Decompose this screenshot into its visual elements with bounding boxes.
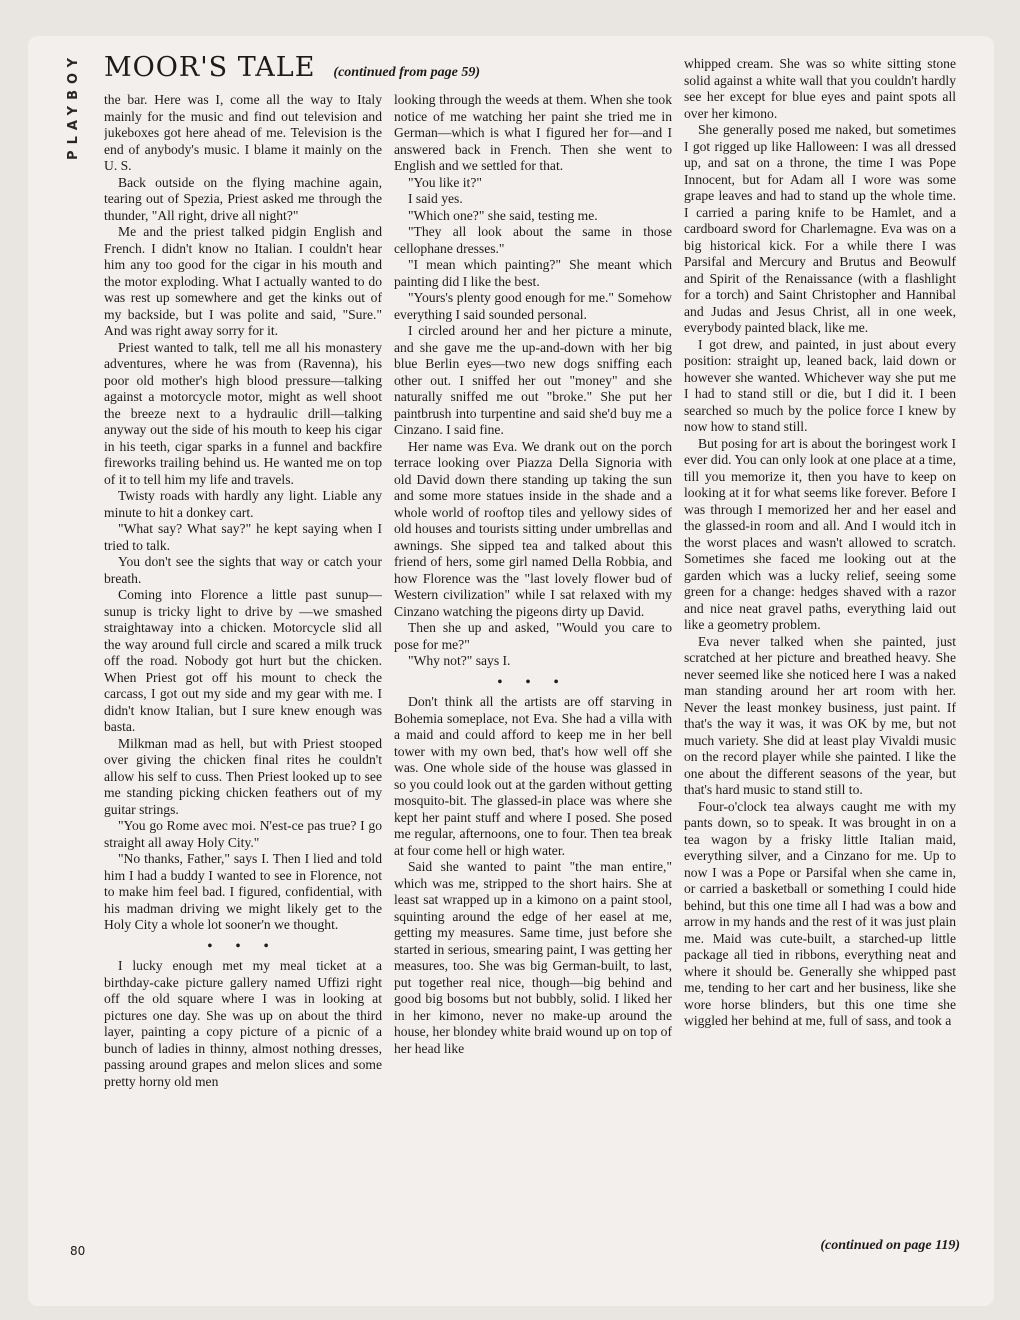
paragraph: "What say? What say?" he kept saying when I tried to talk.: [104, 521, 382, 553]
paragraph: "Yours's plenty good enough for me." Somehow everything I said sounded personal.: [394, 290, 672, 322]
paragraph: Said she wanted to paint "the man entire," which was me, stripped to the short hairs. She at least sat wrapped up in a kimono on a paint stool, squinting around the edge of her easel at me, getting my measures. Same time, just before she started in serious, smearing paint, I was getting her measures, too. She was big German-built, to last, put together real nice, though—big behind and good big bosoms but not bubbly, solid. I liked her in her kimono, never no make-up around the house, her blondey white braid wound up on top of her head like: [394, 859, 672, 1056]
paragraph: Her name was Eva. We drank out on the porch terrace looking over Piazza Della Signoria with old David down there standing up taking the sun and some more statues inside in the shade and a whole world of rooftop tiles and yellowy sides of old houses and tourists sitting under umbrellas and awnings. She sipped tea and talked about this friend of hers, some girl named Della Robbia, and how Florence was the "last lovely flower bud of Western civilization" while I sat relaxed with my Cinzano watching the pigeons dirty up David.: [394, 438, 672, 619]
paragraph: Coming into Florence a little past sunup—sunup is tricky light to drive by —we smashed straightaway into a chicken. Motorcycle slid all the way around full circle and scared a milk truck off the road. Nobody got hurt but the chicken. When Priest got off his mount to check the carcass, I got out my side and my gear with me. I didn't know Italian, but I sure knew enough was basta.: [104, 587, 382, 734]
paragraph: She generally posed me naked, but sometimes I got rigged up like Halloween: I was all dressed up, and sat on a throne, the time I was Pope Innocent, but for Adam all I wore was some grape leaves and had to stand up the whole time. I carried a paring knife to be Hamlet, and a cardboard sword for Charlemagne. Eva was on a big historical kick. For a while there I was Parsifal and Mercury and Brutus and Beowulf and Spirit of the Renaissance (with a flashlight for a torch) and Saint Christopher and Hannibal and Judas and Jesus Christ, all in one week, everybody painted black, like me.: [684, 122, 956, 335]
paragraph: Don't think all the artists are off starving in Bohemia someplace, not Eva. She had a villa with a maid and could afford to keep me in her bell tower with my own bed, that's how well off she was. One whole side of the house was glassed in so you could look out at the garden without getting mosquito-bit. The glassed-in place was where she kept her paint stuff and where I posed. She posed me regular, afternoons, one to four. Then tea break at four come hell or high water.: [394, 694, 672, 858]
continued-from-note: (continued from page 59): [333, 65, 481, 80]
paragraph: whipped cream. She was so white sitting stone solid against a white wall that you couldn't hardly see her except for blue eyes and paint spots all over her kimono.: [684, 56, 956, 121]
paragraph: But posing for art is about the boringest work I ever did. You can only look at one place at a time, till you memorize it, then you have to keep on looking at it for what seems like forever. Before I was through I memorized her and her easel and the glassed-in room and all. And I would itch in the worst places and wasn't allowed to scratch. Sometimes she faced me looking out at the garden which was a lucky relief, seeing some green for a change: hedges shaved with a razor and nice neat gravel paths, everything laid out like a geometry problem.: [684, 435, 956, 632]
paragraph: Milkman mad as hell, but with Priest stooped over giving the chicken final rites he couldn't allow his self to cuss. Then Priest looked up to see me standing picking chicken feathers out of my guitar strings.: [104, 735, 382, 817]
paragraph: Eva never talked when she painted, just scratched at her picture and breathed heavy. She never seemed like she noticed here I was a naked man standing around her art room with her. Never the least monkey business, just paint. If that's the way it was, it was OK by me, but not much variety. She did at least play Vivaldi music on the record player while she painted. I like the one about the different seasons of the year, but that's hard music to stand still to.: [684, 633, 956, 797]
paragraph: the bar. Here was I, come all the way to Italy mainly for the music and find out television and jukeboxes got here ahead of me. Television is the end of anybody's music. I blame it mainly on the U. S.: [104, 92, 382, 173]
paragraph: "Why not?" says I.: [408, 653, 511, 668]
paragraph: I circled around her and her picture a minute, and she gave me the up-and-down with her big blue Berlin eyes—two new dogs sniffing each other out. I sniffed her out "money" and she naturally sniffed me out "broke." She put her paintbrush into turpentine and said she'd buy me a Cinzano. I said fine.: [394, 323, 672, 437]
paragraph: Me and the priest talked pidgin English and French. I didn't know no Italian. I couldn't hear him any too good for the cigar in his mouth and the motor exploding. What I actually wanted to do was rest up somewhere and get the kinks out of my backside, but I was polite and said, "Sure." And was right away sorry for it.: [104, 224, 382, 338]
paragraph: I got drew, and painted, in just about every position: straight up, leaned back, laid down or however she wanted. Whichever way she put me I had to stand still or die, but I did it. I been searched so much by the police force I knew by now how to stand still.: [684, 336, 956, 434]
magazine-spine-label: PLAYBOY: [66, 52, 81, 160]
paragraph: "I mean which painting?" She meant which painting did I like the best.: [394, 257, 672, 289]
paragraph: Four-o'clock tea always caught me with my pants down, so to speak. It was brought in on a tea wagon by a frisky little Italian maid, everything silver, and a Cinzano for me. Up to now I was a Pope or Parsifal when she came in, or carried a basketball or something I could hide behind, but this one time all I had was a bow and arrow in my hands and the rest of it was just plain me. Maid was cute-built, a starched-up little package all tied in ribbons, everything neat and where it should be. Generally she whipped past me, tending to her cart and her business, like she wore horse blinders, but this one time she wiggled her behind at me, full of sass, and took a: [684, 798, 956, 1028]
paragraph: I lucky enough met my meal ticket at a birthday-cake picture gallery named Uffizi right off the old square where I was in looking at pictures one day. She was up on about the third layer, painting a copy picture of a picnic of a bunch of ladies in thinny, almost nothing dresses, passing around grapes and melon slices and some pretty horny old men: [104, 958, 382, 1089]
paragraph: Twisty roads with hardly any light. Liable any minute to hit a donkey cart.: [104, 488, 382, 520]
paragraph: "They all look about the same in those cellophane dresses.": [394, 224, 672, 256]
text-column-2: [394, 92, 672, 1260]
continued-on-note: (continued on page 119): [820, 1238, 960, 1253]
article-title: MOOR'S TALE: [104, 52, 316, 83]
page-number: 80: [70, 1244, 86, 1258]
paragraph: Priest wanted to talk, tell me all his monastery adventures, where he was from (Ravenna), his poor old mother's high blood pressure—talking against a motorcycle motor, might as well shoot the breeze next to a hydraulic drill—talking anyway out the side of his mouth to keep his cigar in his teeth, cigar sparks in a funnel and backfire fireworks trailing behind us. He wanted me on top of it to tell him my life and travels.: [104, 339, 382, 487]
paragraph: "You go Rome avec moi. N'est-ce pas true? I go straight all away Holy City.": [104, 818, 382, 850]
text-column-3: [684, 56, 956, 1238]
paragraph: You don't see the sights that way or catch your breath.: [104, 554, 382, 586]
paragraph: Back outside on the flying machine again, tearing out of Spezia, Priest asked me through the thunder, "All right, drive all night?": [104, 174, 382, 223]
section-break: • • •: [207, 937, 279, 953]
section-break: • • •: [497, 673, 569, 689]
text-column-1: [104, 92, 382, 1260]
paragraph: I said yes.: [408, 191, 463, 206]
article-header: [104, 52, 664, 88]
paragraph: "You like it?": [408, 174, 482, 190]
paragraph: looking through the weeds at them. When she took notice of me watching her paint she tried me in German—which is what I figured her for—and I answered back in French. Then she went to English and we settled for that.: [394, 92, 672, 173]
paragraph: Then she up and asked, "Would you care to pose for me?": [394, 620, 672, 652]
paragraph: "Which one?" she said, testing me.: [408, 207, 598, 223]
paragraph: "No thanks, Father," says I. Then I lied and told him I had a buddy I wanted to see in Florence, not to make him feel bad. I figured, confidential, with his madman driving we might likely get to the Holy City a whole lot sooner'n we thought.: [104, 851, 382, 932]
